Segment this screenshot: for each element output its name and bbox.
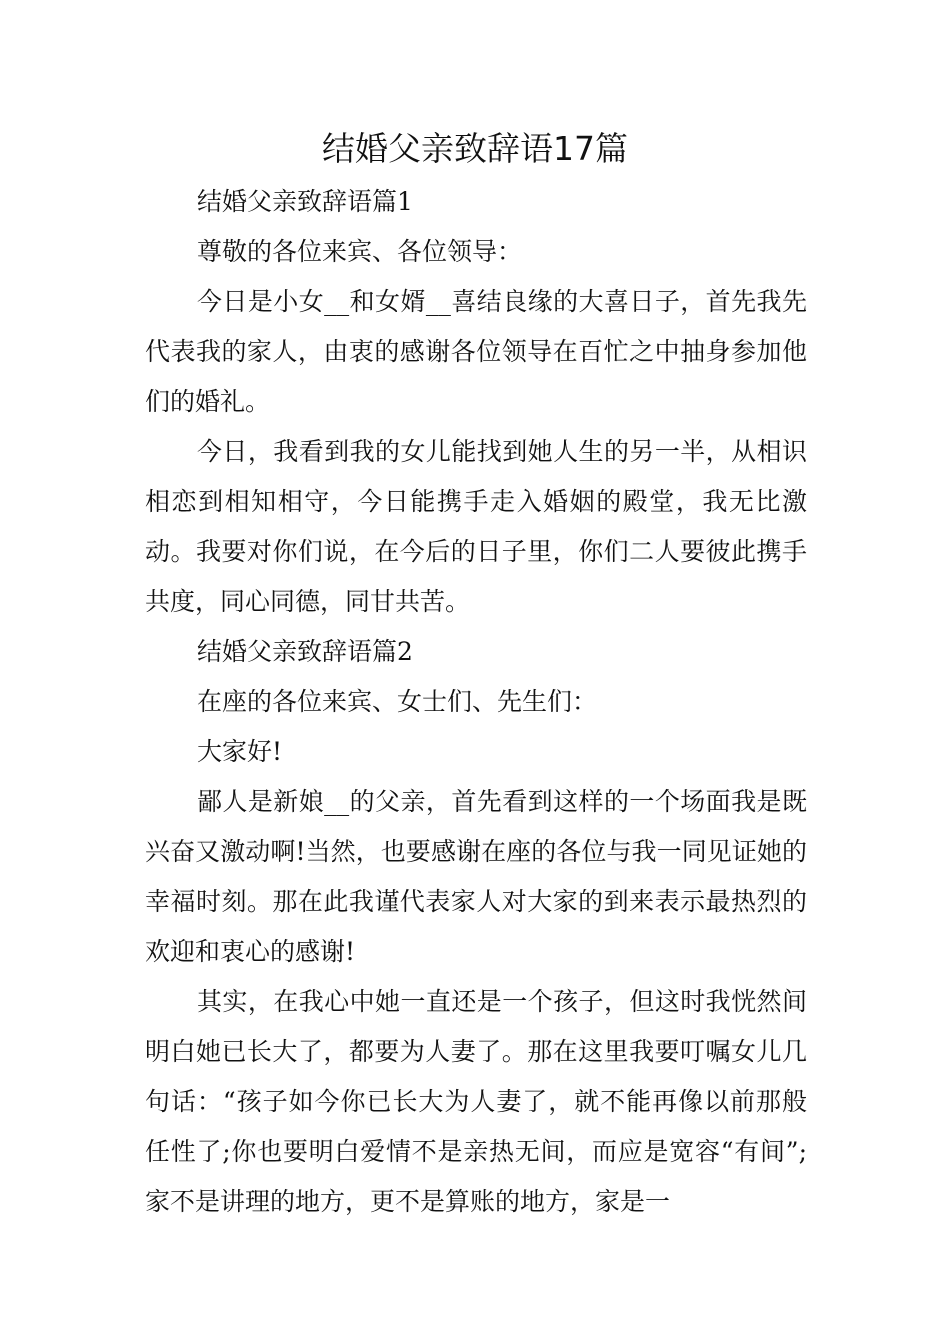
salutation-1: 尊敬的各位来宾、各位领导： xyxy=(197,237,523,266)
document-title: 结婚父亲致辞语17篇 xyxy=(322,129,628,168)
section-heading-2: 结婚父亲致辞语篇2 xyxy=(197,637,413,666)
section-heading-1: 结婚父亲致辞语篇1 xyxy=(197,187,413,216)
paragraph: 今日是小女__和女婿__喜结良缘的大喜日子，首先我先代表我的家人，由衷的感谢各位领导在百忙之中抽身参加他们的婚礼。 xyxy=(145,287,807,416)
greeting: 大家好! xyxy=(197,737,283,766)
salutation-2: 在座的各位来宾、女士们、先生们： xyxy=(197,687,598,716)
paragraph: 鄙人是新娘__的父亲，首先看到这样的一个场面我是既兴奋又激动啊!当然，也要感谢在座的各位与我一同见证她的幸福时刻。那在此我谨代表家人对大家的到来表示最热烈的欢迎和衷心的感谢! xyxy=(145,787,807,966)
document-body xyxy=(145,177,807,1227)
paragraph: 其实，在我心中她一直还是一个孩子，但这时我恍然间明白她已长大了，都要为人妻了。那在这里我要叮嘱女儿几句话：“孩子如今你已长大为人妻了，就不能再像以前那般任性了;你也要明白爱情不是亲热无间，而应是宽容“有间”;家不是讲理的地方，更不是算账的地方，家是一 xyxy=(145,987,807,1216)
paragraph: 今日，我看到我的女儿能找到她人生的另一半，从相识相恋到相知相守，今日能携手走入婚姻的殿堂，我无比激动。我要对你们说，在今后的日子里，你们二人要彼此携手共度，同心同德，同甘共苦。 xyxy=(145,437,807,616)
